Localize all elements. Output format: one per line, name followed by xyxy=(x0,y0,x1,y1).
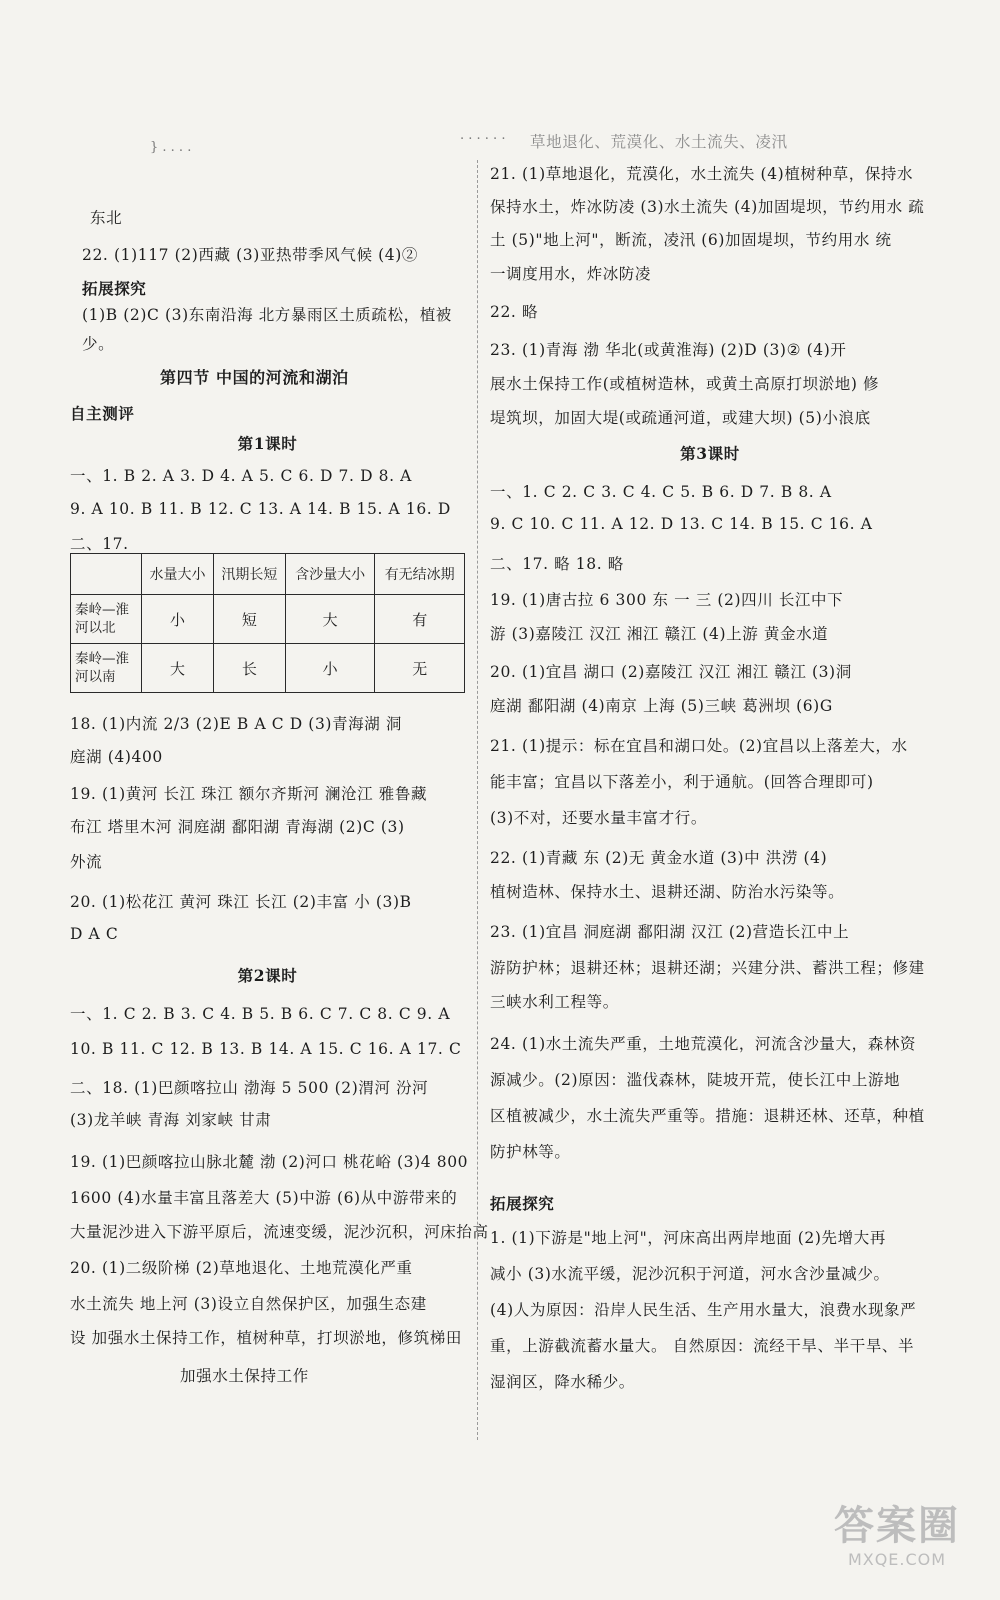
table-row-label: 秦岭—淮河以南 xyxy=(71,644,142,693)
answer-line: 土 (5)"地上河"，断流，凌汛 (6)加固堤坝，节约用水 统 xyxy=(490,231,892,249)
section-heading: 自主测评 xyxy=(70,404,135,423)
answer-line: 20. (1)宜昌 湖口 (2)嘉陵江 汉江 湘江 赣江 (3)洞 xyxy=(490,663,852,681)
answer-line: (1)B (2)C (3)东南沿海 北方暴雨区土质疏松，植被 xyxy=(82,306,452,324)
table-cell: 无 xyxy=(375,644,465,693)
answer-line: 21. (1)提示：标在宜昌和湖口处。(2)宜昌以上落差大，水 xyxy=(490,737,908,755)
answer-line: 减小 (3)水流平缓，泥沙沉积于河道，河水含沙量减少。 xyxy=(490,1265,890,1283)
table-cell: 短 xyxy=(213,595,285,644)
answer-line: 堤筑坝，加固大堤(或疏通河道，或建大坝) (5)小浪底 xyxy=(490,409,871,427)
answer-line: 19. (1)巴颜喀拉山脉北麓 渤 (2)河口 桃花峪 (3)4 800 xyxy=(70,1153,469,1171)
answer-line: (3)不对，还要水量丰富才行。 xyxy=(490,809,707,827)
section-title: 第四节 中国的河流和湖泊 xyxy=(160,368,349,387)
answer-line: 游防护林；退耕还林；退耕还湖；兴建分洪、蓄洪工程；修建 xyxy=(490,959,925,977)
answer-line: 展水土保持工作(或植树造林，或黄土高原打坝淤地) 修 xyxy=(490,375,880,393)
watermark-logo-text: 答案圈 xyxy=(834,1503,960,1549)
answer-line: 设 加强水土保持工作，植树种草，打坝淤地，修筑梯田 xyxy=(70,1329,462,1347)
answer-line: 东北 xyxy=(90,209,123,227)
answer-line: 20. (1)松花江 黄河 珠江 长江 (2)丰富 小 (3)B xyxy=(70,893,412,911)
answer-line: 一、1. C 2. B 3. C 4. B 5. B 6. C 7. C 8. C 9. A xyxy=(70,1005,451,1023)
site-watermark xyxy=(812,1502,982,1582)
table-cell: 长 xyxy=(213,644,285,693)
answer-line: 一调度用水，炸冰防凌 xyxy=(490,265,652,283)
table-header-row xyxy=(71,554,465,595)
answer-line: 22. (1)117 (2)西藏 (3)亚热带季风气候 (4)② xyxy=(82,246,418,264)
answer-line: 二、17. 略 18. 略 xyxy=(490,555,624,573)
answer-line: 23. (1)青海 渤 华北(或黄淮海) (2)D (3)② (4)开 xyxy=(490,341,847,359)
answer-line: 植树造林、保持水土、退耕还湖、防治水污染等。 xyxy=(490,883,845,901)
answer-line: 少。 xyxy=(82,335,115,353)
answer-line: 20. (1)二级阶梯 (2)草地退化、土地荒漠化严重 xyxy=(70,1259,413,1277)
table-row xyxy=(71,644,465,693)
table-cell: 有 xyxy=(375,595,465,644)
river-comparison-table xyxy=(70,553,465,693)
answer-line: 18. (1)内流 2/3 (2)E B A C D (3)青海湖 洞 xyxy=(70,715,402,733)
answer-line: 19. (1)唐古拉 6 300 东 一 三 (2)四川 长江中下 xyxy=(490,591,844,609)
answer-line: 22. 略 xyxy=(490,303,539,321)
watermark-url: MXQE.COM xyxy=(847,1550,947,1569)
answer-line: 庭湖 鄱阳湖 (4)南京 上海 (5)三峡 葛洲坝 (6)G xyxy=(490,697,833,715)
table-cell: 大 xyxy=(142,644,214,693)
section-heading: 拓展探究 xyxy=(490,1194,555,1213)
lesson-heading: 第3课时 xyxy=(680,444,740,463)
answer-line: 大量泥沙进入下游平原后，流速变缓，泥沙沉积，河床抬高 xyxy=(70,1223,489,1241)
answer-line: 水土流失 地上河 (3)设立自然保护区，加强生态建 xyxy=(70,1295,427,1313)
answer-line: 区植被减少，水土流失严重等。措施：退耕还林、还草，种植 xyxy=(490,1107,925,1125)
table-header-cell: 含沙量大小 xyxy=(285,554,375,595)
table-row xyxy=(71,595,465,644)
answer-line: 三峡水利工程等。 xyxy=(490,993,619,1011)
table-row-label: 秦岭—淮河以北 xyxy=(71,595,142,644)
answer-line: 二、17. xyxy=(70,535,129,553)
answer-line: 源减少。(2)原因：滥伐森林，陡坡开荒，使长江中上游地 xyxy=(490,1071,901,1089)
answer-line: D A C xyxy=(70,925,119,943)
answer-line: 草地退化、荒漠化、水土流失、凌汛 xyxy=(530,133,788,151)
table-header-cell: 有无结冰期 xyxy=(375,554,465,595)
answer-line: 1600 (4)水量丰富且落差大 (5)中游 (6)从中游带来的 xyxy=(70,1189,458,1207)
table-header-cell: 水量大小 xyxy=(142,554,214,595)
answer-line: 外流 xyxy=(70,853,103,871)
scan-mark-right: . . . . . . xyxy=(460,128,506,143)
lesson-heading: 第1课时 xyxy=(237,434,298,453)
answer-line: (3)龙羊峡 青海 刘家峡 甘肃 xyxy=(70,1111,272,1129)
answer-line: 19. (1)黄河 长江 珠江 额尔齐斯河 澜沧江 雅鲁藏 xyxy=(70,785,428,803)
table-header-cell xyxy=(71,554,142,595)
answer-line: 游 (3)嘉陵江 汉江 湘江 赣江 (4)上游 黄金水道 xyxy=(490,625,829,643)
table-cell: 小 xyxy=(142,595,214,644)
table-cell: 大 xyxy=(285,595,375,644)
answer-line: 二、18. (1)巴颜喀拉山 渤海 5 500 (2)渭河 汾河 xyxy=(70,1079,429,1097)
answer-line: 防护林等。 xyxy=(490,1143,571,1161)
answer-line: 重，上游截流蓄水量大。 自然原因：流经干旱、半干旱、半 xyxy=(490,1337,915,1355)
answer-line: 10. B 11. C 12. B 13. B 14. A 15. C 16. A 17. C xyxy=(70,1040,462,1058)
answer-line: 布江 塔里木河 洞庭湖 鄱阳湖 青海湖 (2)C (3) xyxy=(70,818,405,836)
lesson-heading: 第2课时 xyxy=(237,966,298,985)
answer-line: 21. (1)草地退化，荒漠化，水土流失 (4)植树种草，保持水 xyxy=(490,165,914,183)
answer-line: 24. (1)水土流失严重，土地荒漠化，河流含沙量大，森林资 xyxy=(490,1035,917,1053)
table-cell: 小 xyxy=(285,644,375,693)
answer-line: 1. (1)下游是"地上河"，河床高出两岸地面 (2)先增大再 xyxy=(490,1229,886,1247)
answer-line: 能丰富；宜昌以下落差小，利于通航。(回答合理即可) xyxy=(490,773,874,791)
answer-line: 9. C 10. C 11. A 12. D 13. C 14. B 15. C 16. A xyxy=(490,515,873,533)
answer-line: 9. A 10. B 11. B 12. C 13. A 14. B 15. A 16. D xyxy=(70,500,451,518)
answer-line: 加强水土保持工作 xyxy=(180,1367,309,1385)
scan-mark-left: } . . . . xyxy=(150,140,192,155)
table-header-cell: 汛期长短 xyxy=(213,554,285,595)
answer-line: 湿润区，降水稀少。 xyxy=(490,1373,635,1391)
answer-line: 22. (1)青藏 东 (2)无 黄金水道 (3)中 洪涝 (4) xyxy=(490,849,828,867)
answer-line: 23. (1)宜昌 洞庭湖 鄱阳湖 汉江 (2)营造长江中上 xyxy=(490,923,850,941)
answer-line: 一、1. C 2. C 3. C 4. C 5. B 6. D 7. B 8. A xyxy=(490,483,832,501)
column-divider xyxy=(477,160,478,1440)
section-heading: 拓展探究 xyxy=(82,279,147,298)
answer-line: 一、1. B 2. A 3. D 4. A 5. C 6. D 7. D 8. A xyxy=(70,467,412,485)
answer-line: 庭湖 (4)400 xyxy=(70,748,163,766)
answer-line: (4)人为原因：沿岸人民生活、生产用水量大，浪费水现象严 xyxy=(490,1301,917,1319)
answer-line: 保持水土，炸冰防凌 (3)水土流失 (4)加固堤坝，节约用水 疏 xyxy=(490,198,925,216)
